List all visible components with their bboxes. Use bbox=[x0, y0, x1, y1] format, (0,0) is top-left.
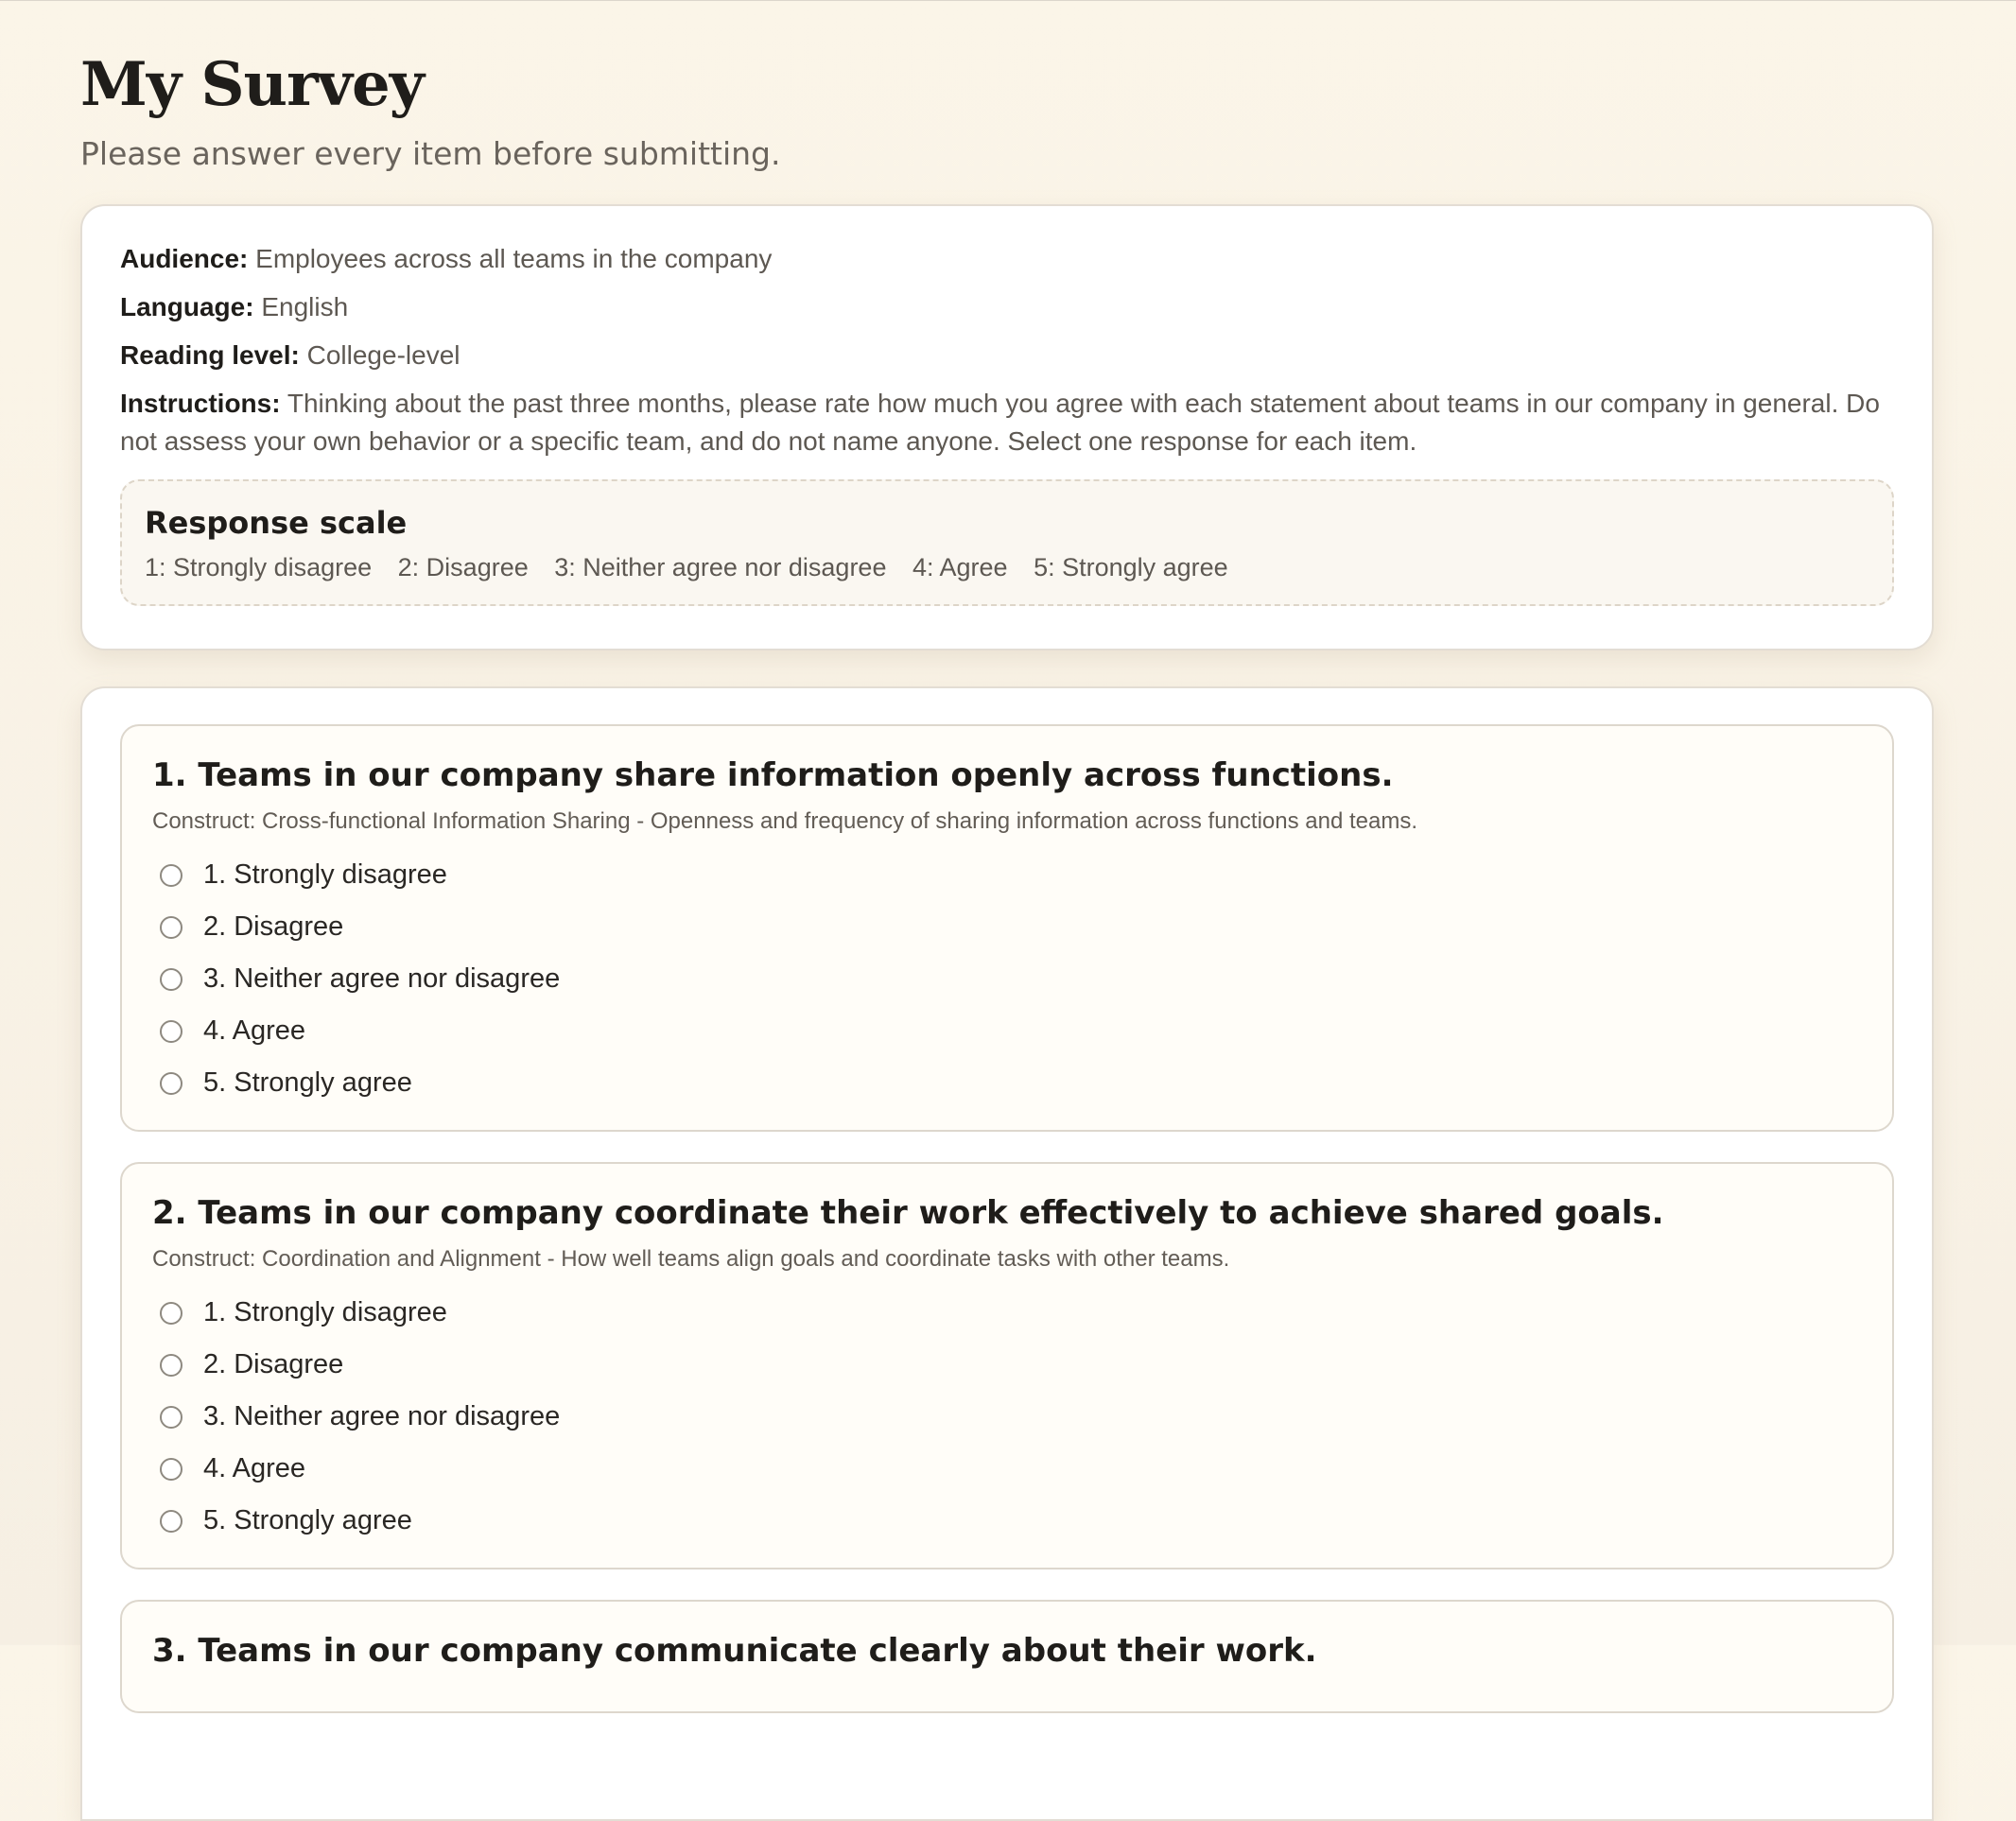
audience-line bbox=[120, 240, 1894, 278]
option-label: 1. Strongly disagree bbox=[203, 859, 447, 890]
radio-button[interactable] bbox=[160, 1020, 182, 1043]
page-title: My Survey bbox=[80, 49, 424, 120]
radio-button[interactable] bbox=[160, 1072, 182, 1095]
instructions-line bbox=[120, 385, 1894, 460]
option-label: 2. Disagree bbox=[203, 1349, 344, 1379]
option-label: 3. Neither agree nor disagree bbox=[203, 963, 561, 994]
page-subtitle: Please answer every item before submitting. bbox=[80, 135, 781, 172]
radio-button[interactable] bbox=[160, 1406, 182, 1429]
radio-button[interactable] bbox=[160, 1458, 182, 1481]
audience-value: Employees across all teams in the company bbox=[255, 244, 773, 273]
radio-button[interactable] bbox=[160, 916, 182, 939]
scale-item: 2: Disagree bbox=[397, 553, 529, 581]
response-scale-title: Response scale bbox=[145, 505, 408, 541]
scale-item: 1: Strongly disagree bbox=[145, 553, 373, 581]
radio-button[interactable] bbox=[160, 968, 182, 991]
radio-button[interactable] bbox=[160, 1354, 182, 1377]
reading-level-value: College-level bbox=[306, 340, 461, 370]
option-label: 4. Agree bbox=[203, 1453, 306, 1483]
survey-info-card bbox=[80, 204, 1934, 650]
option-label: 4. Agree bbox=[203, 1015, 306, 1046]
option-agree[interactable] bbox=[152, 1005, 1862, 1057]
instructions-value: Thinking about the past three months, please rate how much you agree with each statement about teams in our company in general. Do not assess your own behavior or a specific team, and do not name anyone. Select one response for each item. bbox=[120, 389, 1880, 456]
question-title: 2. Teams in our company coordinate their work effectively to achieve shared goals. bbox=[152, 1194, 1664, 1232]
question-title: 3. Teams in our company communicate clearly about their work. bbox=[152, 1632, 1317, 1670]
option-neither[interactable] bbox=[152, 953, 1862, 1005]
language-line bbox=[120, 288, 1894, 326]
option-disagree[interactable] bbox=[152, 1339, 1862, 1391]
option-label: 3. Neither agree nor disagree bbox=[203, 1401, 561, 1431]
radio-button[interactable] bbox=[160, 864, 182, 887]
option-disagree[interactable] bbox=[152, 901, 1862, 953]
instructions-label: Instructions: bbox=[120, 389, 281, 418]
scale-item: 3: Neither agree nor disagree bbox=[554, 553, 887, 581]
response-scale-box bbox=[120, 479, 1894, 606]
options-group bbox=[152, 1287, 1862, 1547]
options-group bbox=[152, 849, 1862, 1109]
question-construct: Construct: Cross-functional Information Sharing - Openness and frequency of sharing information across functions and teams. bbox=[152, 808, 1418, 834]
option-label: 5. Strongly agree bbox=[203, 1505, 412, 1535]
question-3 bbox=[120, 1600, 1894, 1713]
reading-level-line bbox=[120, 337, 1894, 374]
question-title: 1. Teams in our company share information openly across functions. bbox=[152, 756, 1394, 794]
option-neither[interactable] bbox=[152, 1391, 1862, 1443]
radio-button[interactable] bbox=[160, 1510, 182, 1533]
option-label: 2. Disagree bbox=[203, 911, 344, 942]
option-label: 1. Strongly disagree bbox=[203, 1297, 447, 1327]
scale-item: 5: Strongly agree bbox=[1034, 553, 1228, 581]
language-value: English bbox=[261, 292, 349, 321]
language-label: Language: bbox=[120, 292, 254, 321]
option-strongly-disagree[interactable] bbox=[152, 1287, 1862, 1339]
option-label: 5. Strongly agree bbox=[203, 1067, 412, 1098]
radio-button[interactable] bbox=[160, 1302, 182, 1325]
audience-label: Audience: bbox=[120, 244, 249, 273]
top-border bbox=[0, 0, 2016, 1]
option-strongly-disagree[interactable] bbox=[152, 849, 1862, 901]
question-2 bbox=[120, 1162, 1894, 1570]
survey-container bbox=[80, 47, 1934, 1821]
question-1 bbox=[120, 724, 1894, 1132]
reading-level-label: Reading level: bbox=[120, 340, 300, 370]
questions-card bbox=[80, 686, 1934, 1821]
option-strongly-agree[interactable] bbox=[152, 1495, 1862, 1547]
response-scale-items bbox=[145, 551, 1869, 583]
option-strongly-agree[interactable] bbox=[152, 1057, 1862, 1109]
question-construct: Construct: Coordination and Alignment - How well teams align goals and coordinate tasks with other teams. bbox=[152, 1246, 1230, 1272]
option-agree[interactable] bbox=[152, 1443, 1862, 1495]
scale-item: 4: Agree bbox=[912, 553, 1008, 581]
